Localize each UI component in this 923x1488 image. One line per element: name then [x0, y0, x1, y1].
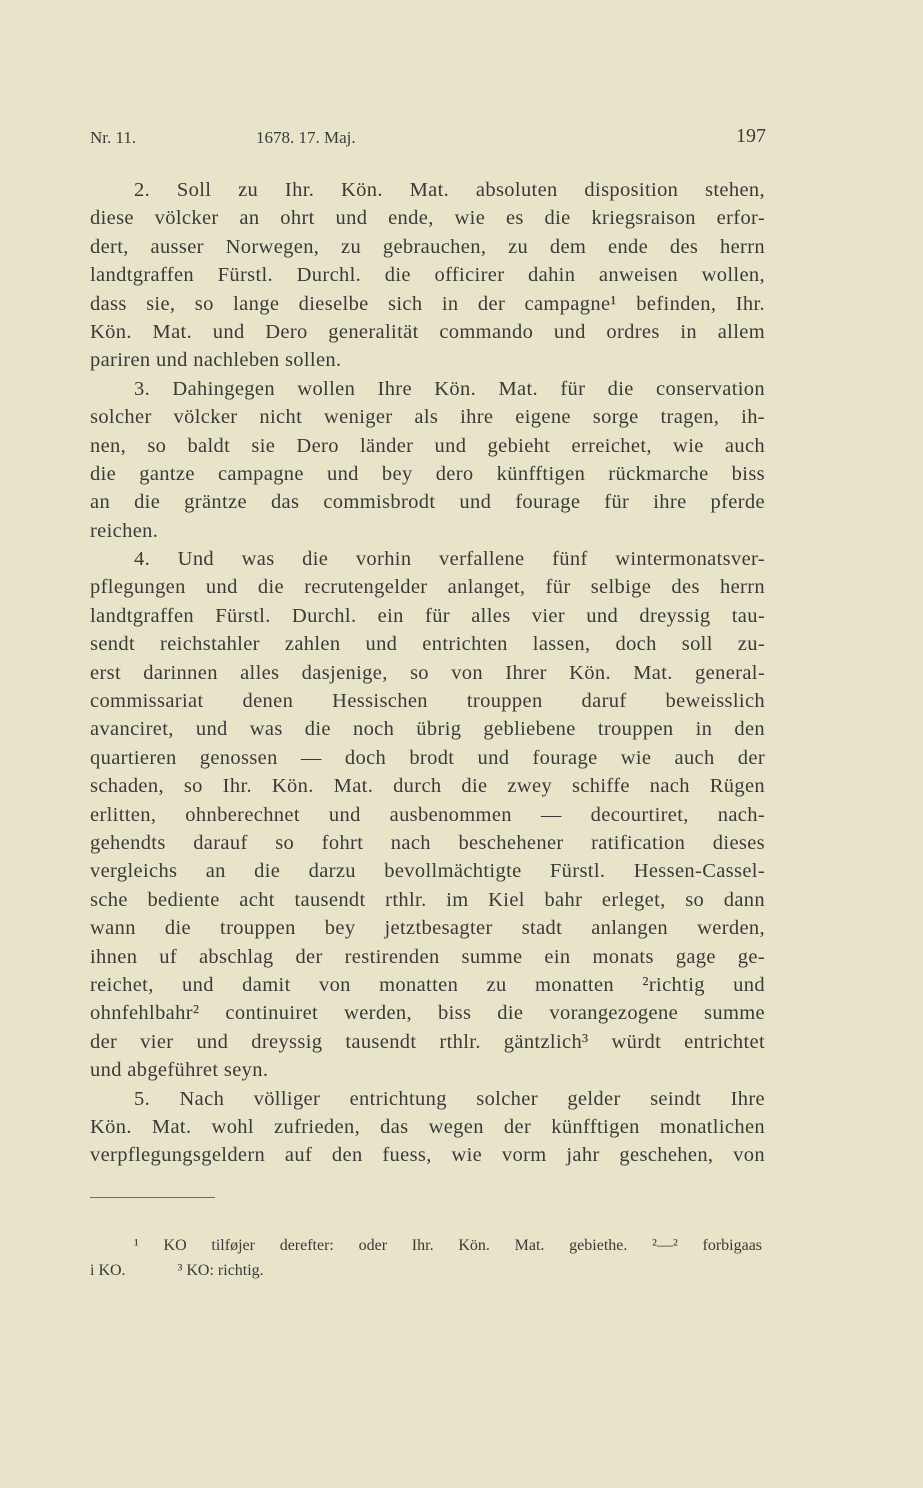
text-line: pflegungen und die recrutengelder anlanget, für selbige des herrn: [90, 576, 765, 599]
text-line: 3. Dahingegen wollen Ihre Kön. Mat. für die conservation: [134, 377, 765, 400]
footnote-line-1: [90, 1233, 762, 1258]
text-line: sche bediente acht tausendt rthlr. im Kiel bahr erleget, so dann: [90, 888, 765, 911]
page-number: 197: [736, 125, 766, 147]
text-line: avanciret, und was die noch übrig gebliebene trouppen in den: [90, 718, 765, 741]
text-line: sendt reichstahler zahlen und entrichten lassen, doch soll zu-: [90, 633, 765, 656]
text-line: ihnen uf abschlag der restirenden summe ein monats gage ge-: [90, 945, 765, 968]
text-line: ohnfehlbahr² continuiret werden, biss die vorangezogene summe: [90, 1002, 765, 1025]
paragraph-3: [90, 545, 765, 1084]
footnote-divider: [90, 1197, 215, 1198]
text-line: vergleichs an die darzu bevollmächtigte Fürstl. Hessen-Cassel-: [90, 860, 765, 883]
text-line: der vier und dreyssig tausendt rthlr. gäntzlich³ würdt entrichtet: [90, 1030, 765, 1053]
text-line: die gantze campagne und bey dero künfftigen rückmarche biss: [90, 462, 765, 485]
running-header: [90, 125, 766, 154]
text-line: dert, ausser Norwegen, zu gebrauchen, zu dem ende des herrn: [90, 235, 765, 258]
main-text: [90, 176, 765, 1170]
footnote-1: ¹ KO tilføjer derefter: oder Ihr. Kön. Mat. gebiethe.: [134, 1237, 628, 1254]
text-line: diese völcker an ohrt und ende, wie es die kriegsraison erfor-: [90, 207, 765, 230]
footnote-2-cont: i KO.: [90, 1262, 126, 1279]
text-line: quartieren genossen — doch brodt und fourage wie auch der: [90, 746, 765, 769]
text-line: commissariat denen Hessischen trouppen daruf beweisslich: [90, 690, 765, 713]
text-line: landtgraffen Fürstl. Durchl. ein für alles vier und dreyssig tau-: [90, 604, 765, 627]
text-line: 5. Nach völliger entrichtung solcher gelder seindt Ihre: [134, 1087, 765, 1110]
text-line: 4. Und was die vorhin verfallene fünf wintermonatsver-: [134, 548, 765, 571]
text-line: pariren und nachleben sollen.: [90, 349, 342, 372]
text-line: Kön. Mat. wohl zufrieden, das wegen der künfftigen monatlichen: [90, 1115, 765, 1138]
text-line: reichet, und damit von monatten zu monatten ²richtig und: [90, 973, 765, 996]
footnote-line-2: [90, 1258, 762, 1283]
text-line: solcher völcker nicht weniger als ihre eigene sorge tragen, ih-: [90, 406, 765, 429]
text-line: reichen.: [90, 519, 159, 542]
text-line: landtgraffen Fürstl. Durchl. die officirer dahin anweisen wollen,: [90, 264, 765, 287]
text-line: Kön. Mat. und Dero generalität commando und ordres in allem: [90, 320, 765, 343]
footnote-2: ²—² forbigaas: [652, 1237, 763, 1254]
text-line: und abgeführet seyn.: [90, 1059, 269, 1082]
text-line: nen, so baldt sie Dero länder und gebieht erreichet, wie auch: [90, 434, 765, 457]
document-number: Nr. 11.: [90, 128, 137, 147]
text-line: wann die trouppen bey jetztbesagter stadt anlangen werden,: [90, 917, 765, 940]
text-line: 2. Soll zu Ihr. Kön. Mat. absoluten disposition stehen,: [134, 179, 765, 201]
document-date: 1678. 17. Maj.: [256, 128, 356, 147]
paragraph-1: [90, 176, 765, 375]
paragraph-4: [90, 1085, 765, 1170]
text-line: erlitten, ohnberechnet und ausbenommen — decourtiret, nach-: [90, 803, 765, 826]
footnote-3: ³ KO: richtig.: [177, 1262, 264, 1279]
text-line: dass sie, so lange dieselbe sich in der campagne¹ befinden, Ihr.: [90, 292, 765, 315]
text-line: erst darinnen alles dasjenige, so von Ihrer Kön. Mat. general-: [90, 661, 765, 684]
text-line: schaden, so Ihr. Kön. Mat. durch die zwey schiffe nach Rügen: [90, 775, 765, 798]
text-line: gehendts darauf so fohrt nach beschehener ratification dieses: [90, 831, 765, 854]
text-line: verpflegungsgeldern auf den fuess, wie vorm jahr geschehen, von: [90, 1144, 765, 1167]
paragraph-2: [90, 375, 765, 545]
text-line: an die gräntze das commisbrodt und fourage für ihre pferde: [90, 491, 765, 514]
footnotes: [90, 1233, 762, 1283]
